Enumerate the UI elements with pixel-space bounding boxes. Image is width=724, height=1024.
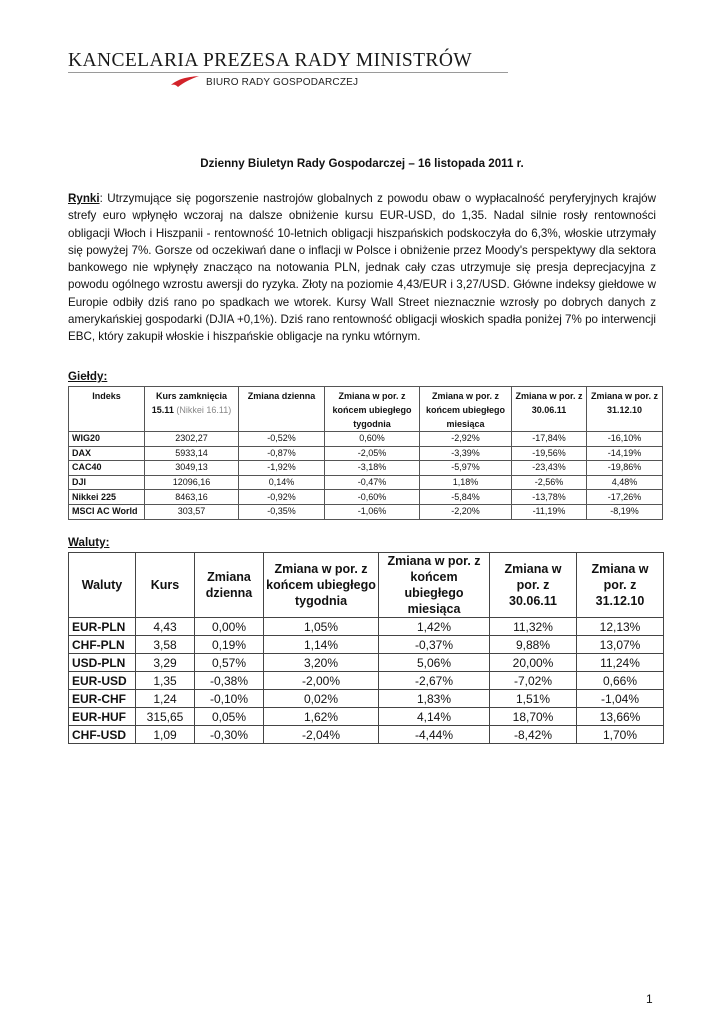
stock-name: MSCI AC World [69, 504, 145, 519]
table-row [69, 654, 664, 672]
currencies-table [68, 552, 664, 744]
currency-month: -2,67% [379, 672, 490, 690]
letterhead-title: KANCELARIA PREZESA RADY MINISTRÓW [68, 50, 473, 71]
currency-week: -2,00% [264, 672, 379, 690]
stock-dec: 4,48% [587, 475, 663, 490]
stock-daily: -0,92% [239, 490, 325, 505]
markets-text: : Utrzymujące się pogorszenie nastrojów globalnych z powodu obaw o wypłacalność peryferyjnych krajów strefy euro wpłynęło wczoraj na dalsze obniżenie kursu EUR-USD, do 1,35. Nadal silnie rosły rentowności obligacji Włoch i Hiszpanii - rentowność 10-letnich obligacji hiszpańskich podskoczyła do 6,3%, włoskie utrzymały się powyżej 7%. Gorsze od oczekiwań dane o inflacji w Polsce i obniżenie przez Moody's perspektywy dla sektora bankowego nie wpłynęły znacząco na notowania PLN, jednak cały czas utrzymuje się presja deprecjacyjna z powodu ogólnego wzrostu awersji do ryzyka. Złoty na poziomie 4,43/EUR i 3,27/USD. Główne indeksy giełdowe w Europie odbiły dziś rano po spadkach we wtorek. Kursy Wall Street nieznacznie wzrosły po dobrych danych z amerykańskiej gospodarki (DJIA +0,1%). Dziś rano rentowność obligacji włoskich spadła poniżej 7% po interwencji EBC, który zakupił włoskie i hiszpańskie obligacje na rynku wtórnym. [68, 192, 656, 344]
markets-lead: Rynki [68, 192, 100, 205]
currency-dec: 1,70% [577, 726, 664, 744]
currency-kurs: 315,65 [136, 708, 195, 726]
currency-daily: 0,57% [195, 654, 264, 672]
stock-week: -1,06% [325, 504, 420, 519]
markets-paragraph [68, 190, 656, 346]
stocks-header-daily: Zmiana dzienna [239, 387, 325, 432]
currency-daily: 0,00% [195, 618, 264, 636]
table-row [69, 636, 664, 654]
currency-week: 3,20% [264, 654, 379, 672]
currencies-header-row [69, 553, 664, 618]
currency-week: 1,62% [264, 708, 379, 726]
stock-week: -2,05% [325, 446, 420, 461]
stocks-header-kurs [145, 387, 239, 432]
currencies-section-label [68, 536, 109, 549]
currency-month: -0,37% [379, 636, 490, 654]
currency-month: 1,83% [379, 690, 490, 708]
table-row [69, 461, 663, 476]
currency-month: 5,06% [379, 654, 490, 672]
letterhead [68, 50, 508, 88]
currency-dec: -1,04% [577, 690, 664, 708]
currency-dec: 13,07% [577, 636, 664, 654]
stock-name: DJI [69, 475, 145, 490]
currency-name: EUR-USD [69, 672, 136, 690]
stock-dec: -19,86% [587, 461, 663, 476]
table-row [69, 490, 663, 505]
currencies-header-jun: Zmiana w por. z 30.06.11 [490, 553, 577, 618]
table-row [69, 690, 664, 708]
currencies-header-waluty: Waluty [69, 553, 136, 618]
table-row [69, 475, 663, 490]
document-title: Dzienny Biuletyn Rady Gospodarczej – 16 listopada 2011 r. [200, 157, 524, 170]
letterhead-rule [68, 72, 508, 73]
currency-month: -4,44% [379, 726, 490, 744]
currencies-header-dec: Zmiana w por. z 31.12.10 [577, 553, 664, 618]
stock-jun: -17,84% [512, 432, 587, 447]
currency-jun: 9,88% [490, 636, 577, 654]
stock-week: 0,60% [325, 432, 420, 447]
stock-name: DAX [69, 446, 145, 461]
flag-logo-icon [170, 74, 200, 88]
stocks-header-week: Zmiana w por. z końcem ubiegłego tygodnia [325, 387, 420, 432]
stocks-header-kurs-main: Kurs zamknięcia [155, 391, 228, 401]
stocks-header-month: Zmiana w por. z końcem ubiegłego miesiąca [420, 387, 512, 432]
stock-name: CAC40 [69, 461, 145, 476]
table-row [69, 432, 663, 447]
stock-kurs: 12096,16 [145, 475, 239, 490]
currency-jun: -8,42% [490, 726, 577, 744]
currency-kurs: 4,43 [136, 618, 195, 636]
letterhead-subtitle: BIURO RADY GOSPODARCZEJ [206, 77, 359, 88]
stock-kurs: 303,57 [145, 504, 239, 519]
currency-week: 1,05% [264, 618, 379, 636]
stock-week: -0,47% [325, 475, 420, 490]
currency-name: USD-PLN [69, 654, 136, 672]
stock-dec: -8,19% [587, 504, 663, 519]
table-row [69, 504, 663, 519]
currencies-header-daily: Zmiana dzienna [195, 553, 264, 618]
stock-daily: -0,87% [239, 446, 325, 461]
stocks-header-kurs-note: (Nikkei 16.11) [176, 405, 232, 415]
stock-daily: -1,92% [239, 461, 325, 476]
stock-month: -5,84% [420, 490, 512, 505]
currency-daily: -0,38% [195, 672, 264, 690]
stock-jun: -2,56% [512, 475, 587, 490]
stock-month: -2,92% [420, 432, 512, 447]
stock-jun: -23,43% [512, 461, 587, 476]
stock-month: -3,39% [420, 446, 512, 461]
currency-dec: 0,66% [577, 672, 664, 690]
currency-dec: 12,13% [577, 618, 664, 636]
currency-daily: 0,05% [195, 708, 264, 726]
currency-kurs: 1,24 [136, 690, 195, 708]
stock-name: WIG20 [69, 432, 145, 447]
currency-name: CHF-USD [69, 726, 136, 744]
table-row [69, 618, 664, 636]
table-row [69, 726, 664, 744]
stock-week: -0,60% [325, 490, 420, 505]
currency-jun: -7,02% [490, 672, 577, 690]
currency-jun: 11,32% [490, 618, 577, 636]
currency-month: 4,14% [379, 708, 490, 726]
stocks-header-dec: Zmiana w por. z 31.12.10 [587, 387, 663, 432]
currency-jun: 20,00% [490, 654, 577, 672]
stocks-label-text: Giełdy [68, 370, 104, 383]
stock-daily: -0,35% [239, 504, 325, 519]
table-row [69, 672, 664, 690]
currency-week: -2,04% [264, 726, 379, 744]
stocks-header-row [69, 387, 663, 432]
stocks-header-jun: Zmiana w por. z 30.06.11 [512, 387, 587, 432]
currency-week: 0,02% [264, 690, 379, 708]
currencies-label-text: Waluty [68, 536, 106, 549]
currency-name: EUR-HUF [69, 708, 136, 726]
currency-daily: 0,19% [195, 636, 264, 654]
currencies-header-week: Zmiana w por. z końcem ubiegłego tygodnia [264, 553, 379, 618]
stocks-section-label [68, 370, 107, 383]
currency-kurs: 1,35 [136, 672, 195, 690]
stock-week: -3,18% [325, 461, 420, 476]
currency-jun: 18,70% [490, 708, 577, 726]
currency-kurs: 1,09 [136, 726, 195, 744]
stock-dec: -17,26% [587, 490, 663, 505]
stock-daily: -0,52% [239, 432, 325, 447]
stock-name: Nikkei 225 [69, 490, 145, 505]
page-number: 1 [646, 992, 653, 1006]
currency-week: 1,14% [264, 636, 379, 654]
currencies-header-kurs: Kurs [136, 553, 195, 618]
currency-month: 1,42% [379, 618, 490, 636]
stock-month: 1,18% [420, 475, 512, 490]
currency-name: CHF-PLN [69, 636, 136, 654]
stock-jun: -11,19% [512, 504, 587, 519]
stock-daily: 0,14% [239, 475, 325, 490]
stocks-label-colon: : [103, 370, 108, 383]
stock-jun: -19,56% [512, 446, 587, 461]
table-row [69, 446, 663, 461]
currencies-label-colon: : [105, 536, 110, 549]
stock-kurs: 5933,14 [145, 446, 239, 461]
stock-month: -5,97% [420, 461, 512, 476]
stock-month: -2,20% [420, 504, 512, 519]
stock-jun: -13,78% [512, 490, 587, 505]
currency-daily: -0,30% [195, 726, 264, 744]
stock-kurs: 8463,16 [145, 490, 239, 505]
stock-dec: -16,10% [587, 432, 663, 447]
currency-kurs: 3,29 [136, 654, 195, 672]
currency-dec: 13,66% [577, 708, 664, 726]
currency-daily: -0,10% [195, 690, 264, 708]
table-row [69, 708, 664, 726]
stocks-table [68, 386, 663, 520]
stock-kurs: 3049,13 [145, 461, 239, 476]
stock-dec: -14,19% [587, 446, 663, 461]
stock-kurs: 2302,27 [145, 432, 239, 447]
stocks-header-indeks: Indeks [69, 387, 145, 432]
currency-name: EUR-CHF [69, 690, 136, 708]
currency-dec: 11,24% [577, 654, 664, 672]
stocks-header-kurs-date: 15.11 [151, 405, 174, 415]
currency-kurs: 3,58 [136, 636, 195, 654]
currency-name: EUR-PLN [69, 618, 136, 636]
currency-jun: 1,51% [490, 690, 577, 708]
currencies-header-month: Zmiana w por. z końcem ubiegłego miesiąca [379, 553, 490, 618]
